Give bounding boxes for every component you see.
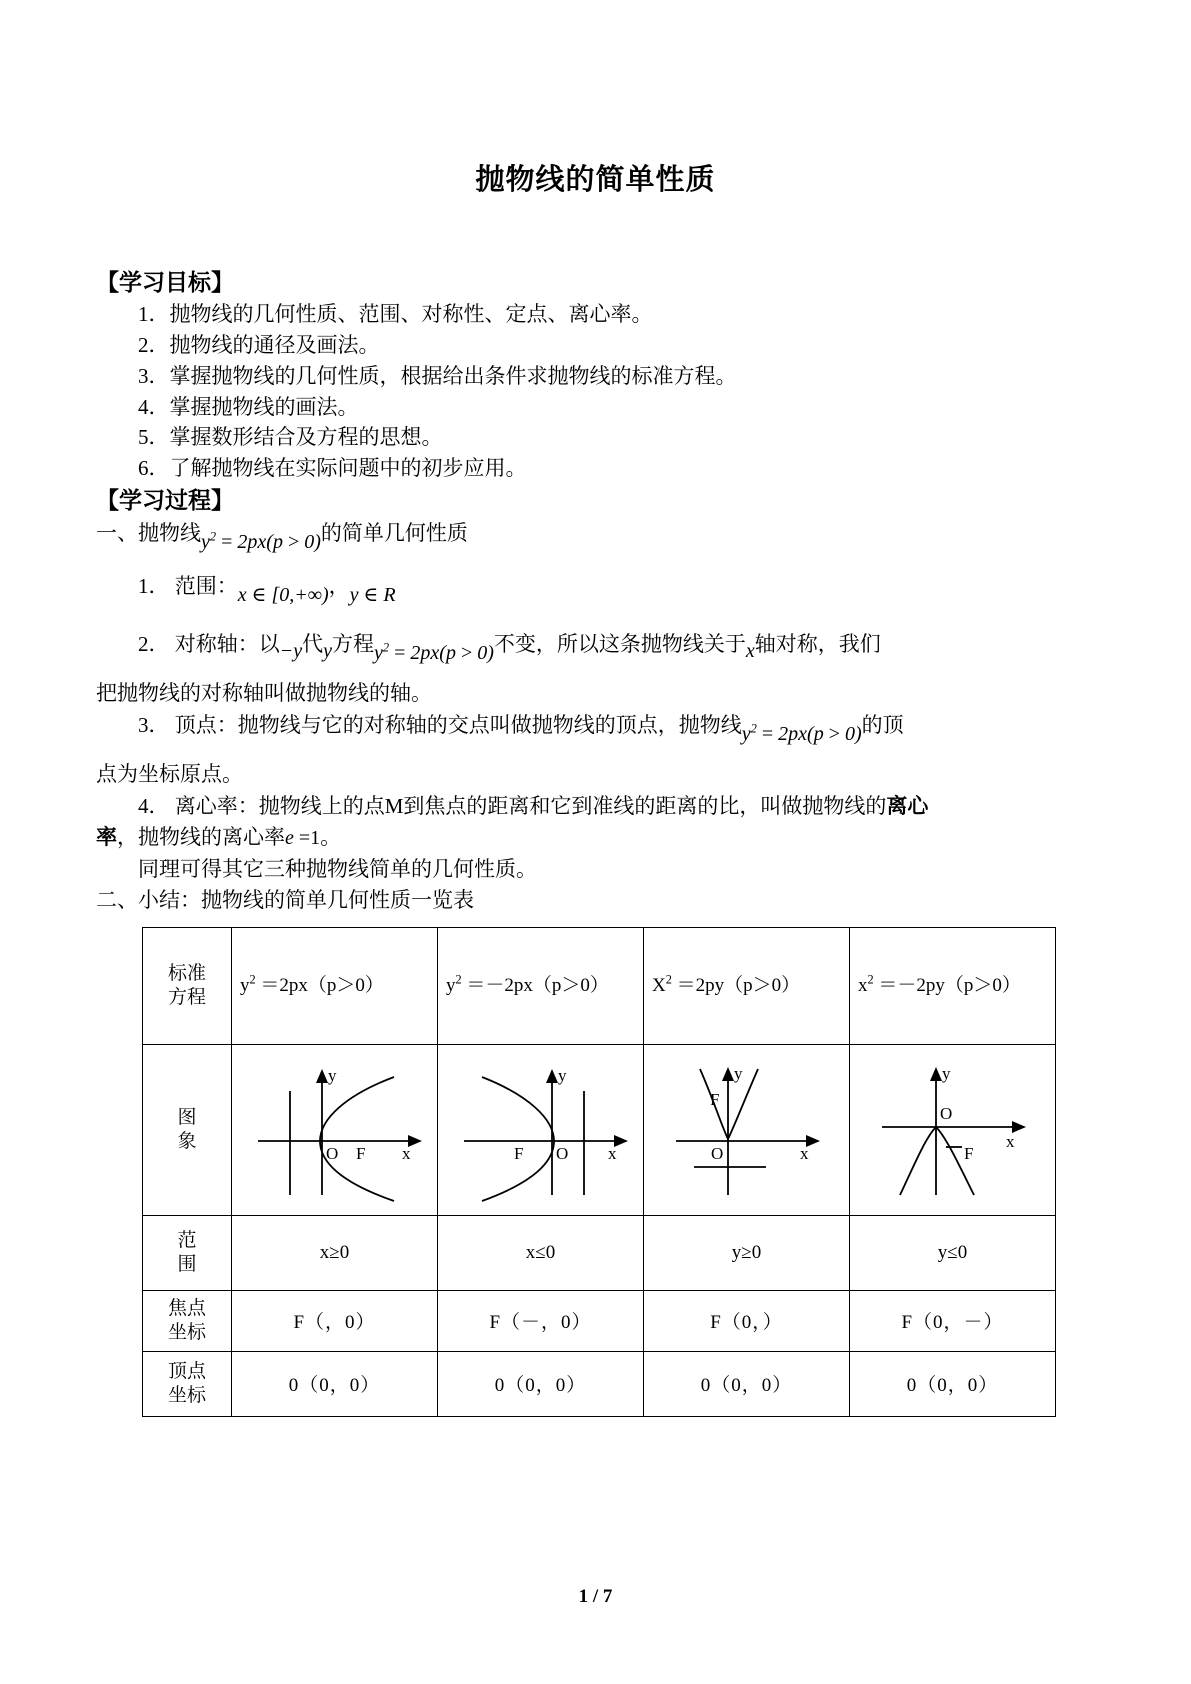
cell-equation-3 xyxy=(644,927,850,1044)
equation-text: $y^2 =-2px(p>0)$ xyxy=(446,972,609,996)
cell-range-3: y≥0 xyxy=(644,1215,850,1290)
property-4-text: 4． 离心率：抛物线上的点M到焦点的距离和它到准线的距离的比，叫做抛物线的 xyxy=(138,793,887,818)
equation-text: $X^2 =2py(p>0)$ xyxy=(652,972,801,996)
property-2-tail2: 轴对称，我们 xyxy=(754,631,881,656)
row-label-line1: 标准 xyxy=(167,962,206,984)
property-2-equation: $y^2 = 2px(p > 0)$ xyxy=(374,639,494,664)
property-2-line2: 把抛物线的对称轴叫做抛物线的轴。 xyxy=(96,681,432,706)
cell-graph-up-opening xyxy=(644,1044,850,1215)
parabola-left-opening-diagram xyxy=(448,1055,634,1205)
row-label-line2: 方程 xyxy=(167,986,206,1008)
property-4-line2 xyxy=(96,822,1095,854)
equation-text: $y^2 =2px(p>0)$ xyxy=(240,972,384,996)
origin-label: O xyxy=(325,1143,338,1163)
table-row xyxy=(143,1290,1056,1351)
row-label-standard-equation xyxy=(143,927,232,1044)
row-label-vertex-coords xyxy=(143,1351,232,1416)
cell-equation-4 xyxy=(850,927,1056,1044)
parabola-right-opening-diagram xyxy=(242,1055,428,1205)
focus-label: F xyxy=(355,1143,365,1163)
y-axis-label: y xyxy=(557,1065,566,1085)
property-4-eccentricity: e =1 xyxy=(285,827,321,850)
section-one-line xyxy=(96,518,1095,553)
property-4-rest: ，抛物线的离心率 xyxy=(117,825,285,850)
table-row xyxy=(143,1351,1056,1416)
cell-vertex-1: 0（0，0） xyxy=(232,1351,438,1416)
focus-label: F xyxy=(513,1143,523,1163)
section-one-prefix: 一、抛物线 xyxy=(96,520,201,545)
property-1-y-range: y ∈ R xyxy=(349,584,396,607)
property-2-sub-a: −y xyxy=(279,639,303,662)
cell-focus-3: F（0，） xyxy=(644,1290,850,1351)
property-2-mid-a: 代 xyxy=(302,631,324,656)
cell-vertex-4: 0（0，0） xyxy=(850,1351,1056,1416)
page-title: 抛物线的简单性质 xyxy=(475,164,716,196)
cell-vertex-3: 0（0，0） xyxy=(644,1351,850,1416)
cell-focus-1: F（，0） xyxy=(232,1290,438,1351)
page-footer: 1 / 7 xyxy=(578,1586,613,1607)
row-label-line2: 象 xyxy=(177,1130,197,1152)
cell-graph-right-opening xyxy=(232,1044,438,1215)
process-heading: 【学习过程】 xyxy=(96,488,234,514)
cell-range-1: x≥0 xyxy=(232,1215,438,1290)
cell-vertex-2: 0（0，0） xyxy=(438,1351,644,1416)
list-item: 4．掌握抛物线的画法。 xyxy=(138,394,359,419)
equation-text: $x^2 =-2py(p>0)$ xyxy=(858,972,1021,996)
row-label-focus-coords xyxy=(143,1290,232,1351)
property-2-sub-b: y xyxy=(323,639,333,662)
property-3-tail: 的顶 xyxy=(861,712,904,737)
cell-equation-2 xyxy=(438,927,644,1044)
spacer xyxy=(96,200,1095,266)
property-3-equation: $y^2 = 2px(p > 0)$ xyxy=(741,720,862,745)
y-axis-label: y xyxy=(327,1065,336,1085)
origin-label: O xyxy=(710,1143,723,1163)
property-2-tail: 不变，所以这条抛物线关于 xyxy=(493,631,746,656)
list-item: 3．掌握抛物线的几何性质，根据给出条件求抛物线的标准方程。 xyxy=(138,363,737,388)
list-item: 5．掌握数形结合及方程的思想。 xyxy=(138,425,443,450)
row-label-line2: 坐标 xyxy=(167,1384,206,1406)
property-2-axis-var: x xyxy=(745,639,755,662)
cell-focus-2: F（－，0） xyxy=(438,1290,644,1351)
spacer xyxy=(96,660,1095,678)
table-row xyxy=(143,927,1056,1044)
property-1-x-range: x ∈ [0,+∞) xyxy=(237,584,329,607)
row-label-line2: 围 xyxy=(177,1253,197,1275)
row-label-line1: 范 xyxy=(177,1229,197,1251)
list-item: 2．抛物线的通径及画法。 xyxy=(138,332,380,357)
section-one-equation: $y^2 = 2px(p > 0)$ xyxy=(201,528,321,553)
row-label-line1: 焦点 xyxy=(167,1297,206,1319)
cell-range-4: y≤0 xyxy=(850,1215,1056,1290)
cell-graph-left-opening xyxy=(438,1044,644,1215)
property-2-mid-b: 方程 xyxy=(332,631,375,656)
row-label-line1: 顶点 xyxy=(167,1360,206,1382)
y-axis-label: y xyxy=(733,1063,742,1083)
property-1 xyxy=(96,571,1095,607)
cell-focus-4: F（0，－） xyxy=(850,1290,1056,1351)
row-label-line2: 坐标 xyxy=(167,1321,206,1343)
property-4-bold-1: 离心 xyxy=(886,793,929,818)
spacer xyxy=(96,741,1095,759)
list-item: 6．了解抛物线在实际问题中的初步应用。 xyxy=(138,456,527,481)
property-3-label: 3． 顶点：抛物线与它的对称轴的交点叫做抛物线的顶点，抛物线 xyxy=(138,712,742,737)
objectives-heading: 【学习目标】 xyxy=(96,269,234,295)
property-2-line1 xyxy=(96,629,1095,664)
property-4-period: 。 xyxy=(320,825,342,850)
property-4-line1 xyxy=(96,791,1095,823)
property-1-label: 1． 范围： xyxy=(138,574,238,599)
origin-label: O xyxy=(939,1103,952,1123)
property-1-comma: ， xyxy=(328,574,350,599)
row-label-graph xyxy=(143,1044,232,1215)
properties-summary-table xyxy=(142,927,1056,1417)
list-item: 1．抛物线的几何性质、范围、对称性、定点、离心率。 xyxy=(138,302,653,327)
process-note: 同理可得其它三种抛物线简单的几何性质。 xyxy=(138,856,537,881)
section-one-suffix: 的简单几何性质 xyxy=(320,520,468,545)
x-axis-label: x xyxy=(799,1143,808,1163)
section-two-heading: 二、小结：抛物线的简单几何性质一览表 xyxy=(96,888,474,913)
parabola-up-opening-diagram xyxy=(654,1055,840,1205)
property-3-line2: 点为坐标原点。 xyxy=(96,762,243,787)
cell-graph-down-opening xyxy=(850,1044,1056,1215)
focus-label: F xyxy=(963,1143,973,1163)
x-axis-label: x xyxy=(401,1143,410,1163)
property-3-line1 xyxy=(96,710,1095,745)
row-label-line1: 图 xyxy=(177,1106,197,1128)
property-2-label: 2． 对称轴：以 xyxy=(138,631,280,656)
cell-equation-1 xyxy=(232,927,438,1044)
table-row xyxy=(143,1044,1056,1215)
cell-range-2: x≤0 xyxy=(438,1215,644,1290)
origin-label: O xyxy=(555,1143,568,1163)
x-axis-label: x xyxy=(1005,1131,1014,1151)
table-row xyxy=(143,1215,1056,1290)
parabola-down-opening-diagram xyxy=(860,1055,1046,1205)
objectives-list xyxy=(96,299,1095,484)
focus-label: F xyxy=(709,1089,719,1109)
x-axis-label: x xyxy=(607,1143,616,1163)
y-axis-label: y xyxy=(941,1063,950,1083)
row-label-range xyxy=(143,1215,232,1290)
property-4-bold-2: 率 xyxy=(96,825,117,850)
